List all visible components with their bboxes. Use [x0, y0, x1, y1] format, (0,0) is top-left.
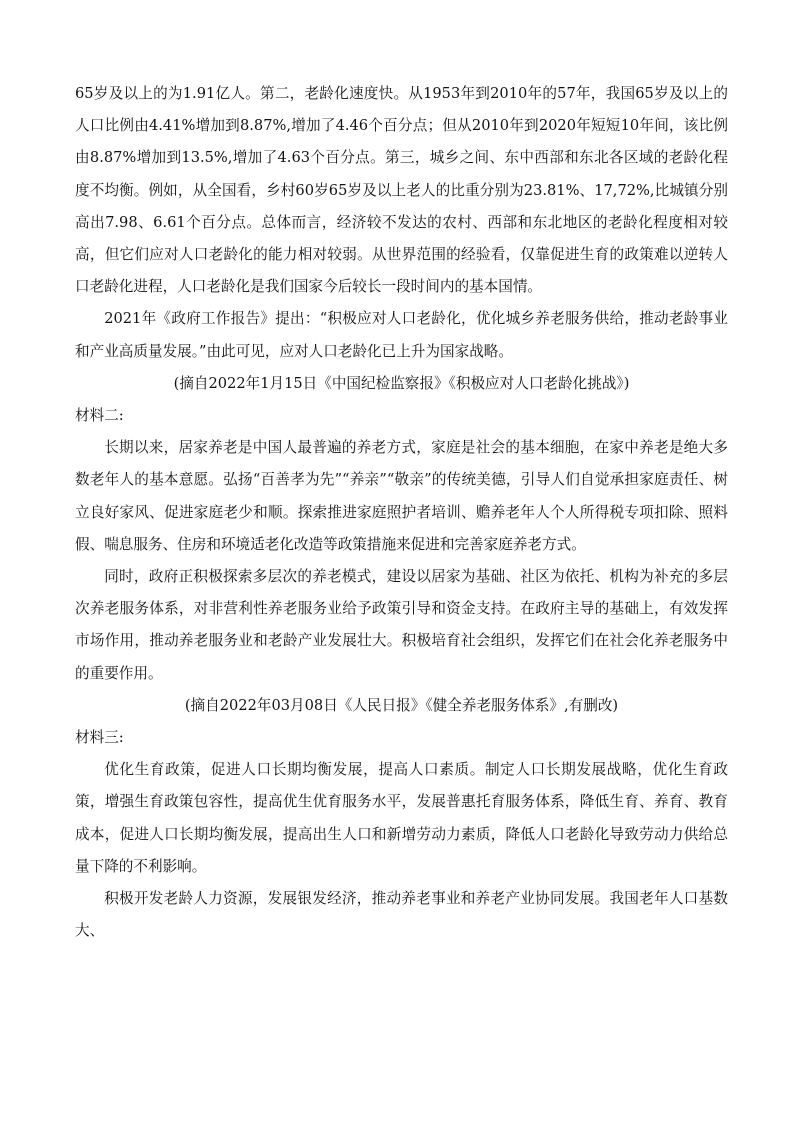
material2-paragraph-2: 同时，政府正积极探索多层次的养老模式，建设以居家为基础、社区为依托、机构为补充的多层次养老服务体系，对非营利性养老服务业给予政策引导和资金支持。在政府主导的基础上，有效发挥市场作用，推动养老服务业和老龄产业发展壮大。积极培育社会组织，发挥它们在社会化养老服务中的重要作用。 [75, 568, 728, 682]
material1-paragraph-continued: 65岁及以上的为1.91亿人。第二，老龄化速度快。从1953年到2010年的57年，我国65岁及以上的人口比例由4.41%增加到8.87%,增加了4.46个百分点；但从2010年到2020年短短10年间，该比例由8.87%增加到13.5%,增加了4.63个百分点。第三，城乡之间、东中西部和东北各区域的老龄化程度不均衡。例如，从全国看，乡村60岁65岁及以上老人的比重分别为23.81%、17,72%,比城镇分别高出7.98、6.61个百分点。总体而言，经济较不发达的农村、西部和东北地区的老龄化程度相对较高，但它们应对人口老龄化的能力相对较弱。从世界范围的经验看，仅靠促进生育的政策难以逆转人口老龄化进程，人口老龄化是我们国家今后较长一段时间内的基本国情。 [75, 85, 728, 296]
material3-heading: 材料三: [75, 729, 124, 747]
material3-paragraph-2: 积极开发老龄人力资源，发展银发经济，推动养老事业和养老产业协同发展。我国老年人口基数大、 [75, 890, 728, 940]
material1-paragraph-2: 2021年《政府工作报告》提出：“积极应对人口老龄化，优化城乡养老服务供给，推动老龄事业和产业高质量发展。”由此可见，应对人口老龄化已上升为国家战略。 [75, 310, 728, 360]
material2-heading: 材料二: [75, 407, 124, 425]
material2-citation: (摘自2022年03月08日《人民日报》《健全养老服务体系》,有删改) [184, 696, 619, 714]
material1-citation: (摘自2022年1月15日《中国纪检监察报》《积极应对人口老龄化挑战》) [173, 374, 630, 392]
material2-paragraph-1: 长期以来，居家养老是中国人最普遍的养老方式，家庭是社会的基本细胞，在家中养老是绝大多数老年人的基本意愿。弘扬“百善孝为先”“养亲”“敬亲”的传统美德，引导人们自觉承担家庭责任、树立良好家风、促进家庭老少和顺。探索推进家庭照护者培训、赡养老年人个人所得税专项扣除、照料假、喘息服务、住房和环境适老化改造等政策措施来促进和完善家庭养老方式。 [75, 439, 728, 553]
material3-paragraph-1: 优化生育政策，促进人口长期均衡发展，提高人口素质。制定人口长期发展战略，优化生育政策，增强生育政策包容性，提高优生优育服务水平，发展普惠托育服务体系，降低生育、养育、教育成本，促进人口长期均衡发展，提高出生人口和新增劳动力素质，降低人口老龄化导致劳动力供给总量下降的不利影响。 [75, 761, 728, 875]
